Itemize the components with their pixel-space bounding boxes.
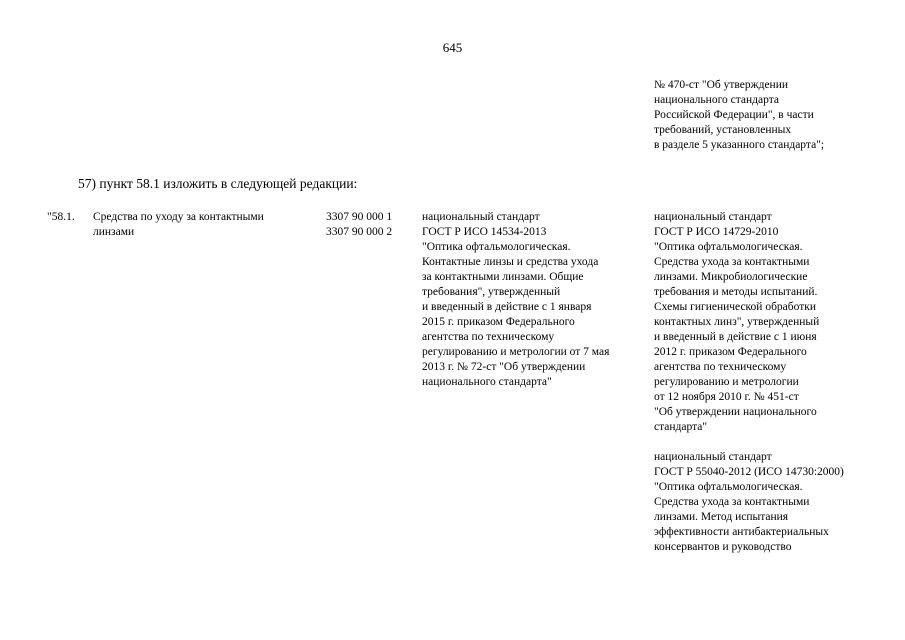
standard-b-line: и введенный в действие с 1 июня: [654, 331, 817, 343]
standard-b-line: 2012 г. приказом Федерального: [654, 346, 807, 358]
standard-b-line: регулированию и метрологии: [654, 376, 799, 388]
standard-b-line: национальный стандарт: [654, 211, 772, 223]
standard-a-line: 2015 г. приказом Федерального: [422, 316, 575, 328]
carryover-line: в разделе 5 указанного стандарта";: [654, 139, 825, 151]
carryover-line: Российской Федерации", в части: [654, 109, 814, 121]
standard-b-line: Средства ухода за контактными: [654, 496, 810, 508]
row-number: "58.1.: [47, 211, 75, 223]
standard-column-a: [422, 210, 609, 390]
tn-ved-code: 3307 90 000 2: [326, 226, 393, 238]
standard-a-line: ГОСТ Р ИСО 14534-2013: [422, 226, 547, 238]
standard-b-line: стандарта": [654, 421, 708, 433]
standard-a-line: за контактными линзами. Общие: [422, 271, 584, 283]
standard-a-line: национального стандарта": [422, 376, 552, 388]
product-name-cell: [93, 210, 264, 240]
standard-b-line: консервантов и руководство: [654, 541, 792, 553]
page-number: 645: [442, 40, 463, 55]
standard-a-line: 2013 г. № 72-ст "Об утверждении: [422, 361, 586, 373]
tn-ved-code: 3307 90 000 1: [326, 211, 393, 223]
standard-b-line: "Об утверждении национального: [654, 406, 817, 418]
standard-b-line: национальный стандарт: [654, 451, 772, 463]
amendment-instruction: 57) пункт 58.1 изложить в следующей редакции:: [78, 176, 358, 191]
product-name-line: линзами: [93, 226, 135, 238]
standard-b-line: контактных линз", утвержденный: [654, 316, 820, 328]
standard-b-line: Средства ухода за контактными: [654, 256, 810, 268]
carryover-line: требований, установленных: [654, 124, 792, 136]
standard-a-line: и введенный в действие с 1 января: [422, 301, 592, 313]
standard-b-line: ГОСТ Р 55040-2012 (ИСО 14730:2000): [654, 466, 844, 478]
carryover-text-block: [654, 78, 824, 153]
standard-a-line: требования", утвержденный: [422, 286, 561, 298]
carryover-line: № 470-ст "Об утверждении: [654, 79, 789, 91]
standard-b-line: "Оптика офтальмологическая.: [654, 241, 803, 253]
standard-b-block-1: [654, 210, 844, 435]
standard-b-line: Схемы гигиенической обработки: [654, 301, 817, 313]
standard-b-line: ГОСТ Р ИСО 14729-2010: [654, 226, 779, 238]
standard-a-line: Контактные линзы и средства ухода: [422, 256, 599, 268]
standard-a-line: национальный стандарт: [422, 211, 540, 223]
standard-b-line: линзами. Метод испытания: [654, 511, 789, 523]
standard-b-line: эффективности антибактериальных: [654, 526, 829, 538]
standard-a-line: агентства по техническому: [422, 331, 555, 343]
standard-b-line: требования и методы испытаний.: [654, 286, 818, 298]
product-name-line: Средства по уходу за контактными: [93, 211, 264, 223]
standard-b-line: линзами. Микробиологические: [654, 271, 808, 283]
standard-a-line: регулированию и метрологии от 7 мая: [422, 346, 610, 358]
standard-b-line: от 12 ноября 2010 г. № 451-ст: [654, 391, 799, 403]
standard-b-block-2: [654, 450, 844, 555]
standard-b-line: "Оптика офтальмологическая.: [654, 481, 803, 493]
carryover-line: национального стандарта: [654, 94, 779, 106]
standard-b-line: агентства по техническому: [654, 361, 787, 373]
standard-column-b: [654, 210, 844, 555]
standard-a-line: "Оптика офтальмологическая.: [422, 241, 571, 253]
tn-ved-codes-cell: [326, 210, 392, 240]
